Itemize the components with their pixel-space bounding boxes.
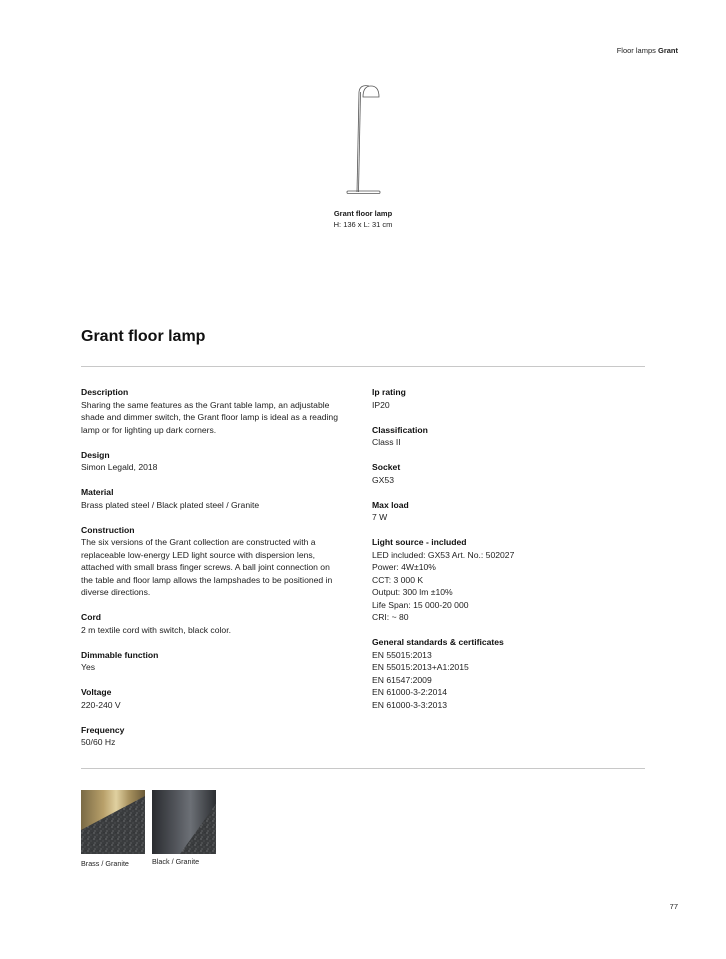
spec-value: EN 55015:2013 [372,649,432,660]
spec-section [81,724,356,749]
spec-heading: Design [81,449,110,460]
spec-section [81,386,356,436]
spec-section [372,536,642,624]
spec-heading: Ip rating [372,387,406,397]
spec-value: Output: 300 lm ±10% [372,587,453,597]
spec-heading: Cord [81,612,102,622]
spec-value: Life Span: 15 000-20 000 [372,599,469,610]
spec-value: attached with small brass finger screws. A ball joint connection on [81,562,330,572]
spec-value: lamp or for lighting up dark corners. [81,424,217,435]
floor-lamp-drawing [330,80,396,200]
spec-heading: Dimmable function [81,649,159,660]
spec-value: Simon Legald, 2018 [81,462,158,472]
spec-section [372,424,642,449]
spec-heading: Voltage [81,687,112,697]
spec-section [372,636,642,711]
spec-value: Yes [81,662,96,672]
spec-value: IP20 [372,399,390,410]
spec-value: EN 61547:2009 [372,674,432,685]
swatch-label: Black / Granite [152,857,200,866]
spec-section [81,524,356,599]
spec-section [81,449,356,474]
spec-value: shade and dimmer switch, the Grant floor lamp is ideal as a reading [81,412,338,422]
divider [81,366,645,367]
spec-heading: General standards & certificates [372,637,504,647]
page-header [617,46,678,55]
swatch-brass-granite [81,790,145,854]
spec-column-right [372,386,642,724]
spec-heading: Description [81,387,129,397]
caption-title: Grant floor lamp [333,209,393,218]
figure-caption [263,208,463,230]
spec-value: Brass plated steel / Black plated steel / Granite [81,499,260,510]
spec-value: replaceable low-energy LED light source with dispersion lens, [81,549,316,560]
spec-value: EN 61000-3-3:2013 [372,699,448,710]
caption-dimensions: H: 136 x L: 31 cm [333,220,393,229]
spec-section [372,461,642,486]
spec-value: 220-240 V [81,699,121,710]
spec-heading: Frequency [81,724,125,735]
spec-section [81,611,356,636]
page-number: 77 [669,902,678,911]
spec-heading: Construction [81,524,135,535]
spec-section [372,386,642,411]
spec-section [81,686,356,711]
divider [81,768,645,769]
spec-value: LED included: GX53 Art. No.: 502027 [372,549,515,560]
spec-value: Class II [372,437,401,447]
spec-value: diverse directions. [81,587,151,597]
spec-heading: Material [81,487,114,497]
spec-value: CCT: 3 000 K [372,574,424,585]
spec-value: GX53 [372,474,394,485]
spec-heading: Socket [372,462,401,472]
spec-section [81,649,356,674]
spec-value: Sharing the same features as the Grant table lamp, an adjustable [81,399,330,410]
spec-value: Power: 4W±10% [372,562,436,572]
spec-value: 7 W [372,512,388,522]
spec-value: EN 61000-3-2:2014 [372,687,448,697]
spec-section [81,486,356,511]
spec-heading: Max load [372,499,409,510]
spec-heading: Light source - included [372,537,467,547]
spec-value: CRI: ~ 80 [372,612,409,622]
swatch-label: Brass / Granite [81,859,129,868]
spec-value: the table and floor lamp allows the lampshades to be positioned in [81,574,333,585]
spec-heading: Classification [372,424,428,435]
spec-value: EN 55015:2013+A1:2015 [372,662,469,672]
swatch-black-granite [152,790,216,854]
spec-column-left [81,386,356,761]
header-collection: Grant [657,46,678,55]
header-section: Floor lamps [616,46,656,55]
spec-value: 50/60 Hz [81,737,116,747]
spec-section [372,499,642,524]
spec-value: The six versions of the Grant collection are constructed with a [81,537,316,547]
page-title: Grant floor lamp [81,328,206,345]
spec-value: 2 m textile cord with switch, black color. [81,624,231,635]
